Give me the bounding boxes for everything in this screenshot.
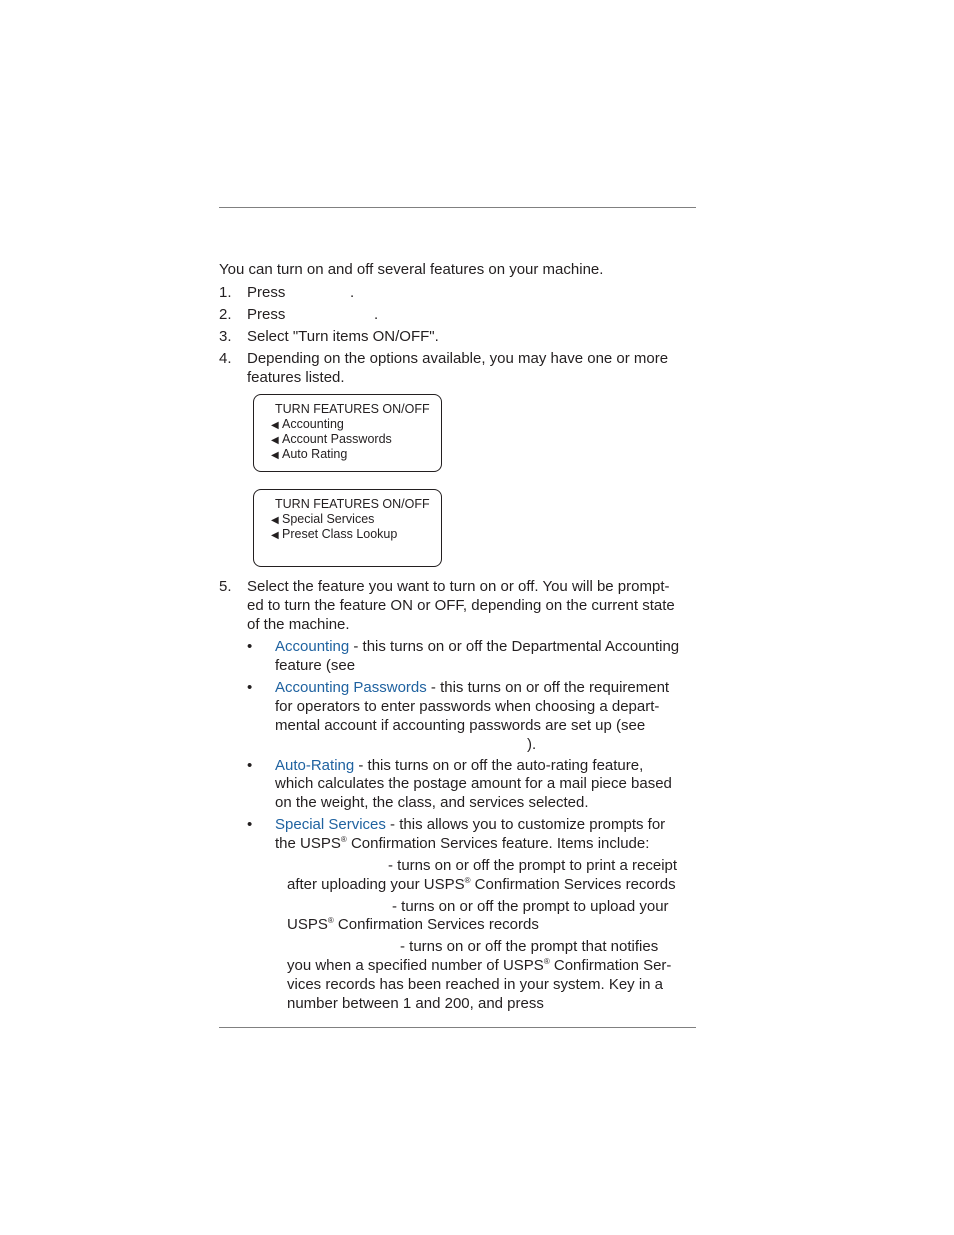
sub-item-3-line-3: vices records has been reached in your system. Key in a xyxy=(287,976,664,993)
left-arrow-icon: ◀ xyxy=(271,420,279,431)
left-arrow-icon: ◀ xyxy=(271,450,279,461)
step-1-text: Press xyxy=(247,284,286,301)
bullet-auto-rating-line-1: Auto-Rating - this turns on or off the auto-rating feature, xyxy=(275,757,644,774)
lcd-screen-1 xyxy=(253,394,442,472)
sub-item-3-line-4: number between 1 and 200, and press xyxy=(287,995,544,1012)
step-5-text-line-2: ed to turn the feature ON or OFF, depending on the current state xyxy=(247,597,675,614)
lcd-1-title: TURN FEATURES ON/OFF xyxy=(275,402,430,416)
sub-item-1-line-1: - turns on or off the prompt to print a receipt xyxy=(388,857,678,874)
lcd-1-item-auto-rating: ◀ Auto Rating xyxy=(271,447,348,461)
bullet-accounting-passwords-line-1: Accounting Passwords - this turns on or off the requirement xyxy=(275,679,670,696)
bullet-marker: • xyxy=(247,638,253,655)
left-arrow-icon: ◀ xyxy=(271,515,279,526)
step-5-text-line-1: Select the feature you want to turn on or off. You will be prompt- xyxy=(247,578,670,595)
sub-item-3-line-1: - turns on or off the prompt that notifies xyxy=(400,938,659,955)
step-3-text: Select "Turn items ON/OFF". xyxy=(247,328,439,345)
step-4-text-line-2: features listed. xyxy=(247,369,345,386)
step-3-number: 3. xyxy=(219,328,232,345)
step-2-period: . xyxy=(374,306,379,323)
bullet-auto-rating-line-3: on the weight, the class, and services selected. xyxy=(275,794,589,811)
sub-item-2-line-2: USPS® Confirmation Services records xyxy=(287,916,539,933)
step-5-number: 5. xyxy=(219,578,232,595)
bullet-accounting-line-2: feature (see xyxy=(275,657,356,674)
step-5-text-line-3: of the machine. xyxy=(247,616,350,633)
bullet-marker: • xyxy=(247,757,253,774)
sub-item-2-line-1: - turns on or off the prompt to upload your xyxy=(392,898,669,915)
lcd-1-item-accounting: ◀ Accounting xyxy=(271,417,344,431)
left-arrow-icon: ◀ xyxy=(271,530,279,541)
bullet-accounting-passwords-line-3: mental account if accounting passwords are set up (see xyxy=(275,717,646,734)
intro-text: You can turn on and off several features on your machine. xyxy=(219,261,604,278)
lcd-screen-2 xyxy=(253,489,442,567)
bullet-special-services-line-1: Special Services - this allows you to customize prompts for xyxy=(275,816,666,833)
step-4-number: 4. xyxy=(219,350,232,367)
step-1-period: . xyxy=(350,284,355,301)
lcd-2-item-special-services: ◀ Special Services xyxy=(271,512,375,526)
footer-rule xyxy=(219,1027,696,1028)
lcd-2-title: TURN FEATURES ON/OFF xyxy=(275,497,430,511)
step-1-number: 1. xyxy=(219,284,232,301)
sub-item-3-line-2: you when a specified number of USPS® Confirmation Ser- xyxy=(287,957,672,974)
lcd-1-item-account-passwords: ◀ Account Passwords xyxy=(271,432,392,446)
bullet-accounting-passwords-line-4: ). xyxy=(527,736,537,753)
bullet-marker: • xyxy=(247,816,253,833)
step-4-text-line-1: Depending on the options available, you may have one or more xyxy=(247,350,669,367)
header-rule xyxy=(219,207,696,208)
bullet-special-services-line-2: the USPS® Confirmation Services feature. Items include: xyxy=(275,835,650,852)
accounting-link[interactable]: Accounting xyxy=(275,638,350,655)
lcd-2-item-preset-class-lookup: ◀ Preset Class Lookup xyxy=(271,527,398,541)
step-2-text: Press xyxy=(247,306,286,323)
auto-rating-link[interactable]: Auto-Rating xyxy=(275,757,355,774)
bullet-marker: • xyxy=(247,679,253,696)
accounting-passwords-link[interactable]: Accounting Passwords xyxy=(275,679,427,696)
step-2-number: 2. xyxy=(219,306,232,323)
bullet-accounting-passwords-line-2: for operators to enter passwords when choosing a depart- xyxy=(275,698,660,715)
bullet-accounting-line-1: Accounting - this turns on or off the Departmental Accounting xyxy=(275,638,680,655)
left-arrow-icon: ◀ xyxy=(271,435,279,446)
special-services-link[interactable]: Special Services xyxy=(275,816,386,833)
bullet-auto-rating-line-2: which calculates the postage amount for a mail piece based xyxy=(275,775,672,792)
sub-item-1-line-2: after uploading your USPS® Confirmation Services records xyxy=(287,876,676,893)
